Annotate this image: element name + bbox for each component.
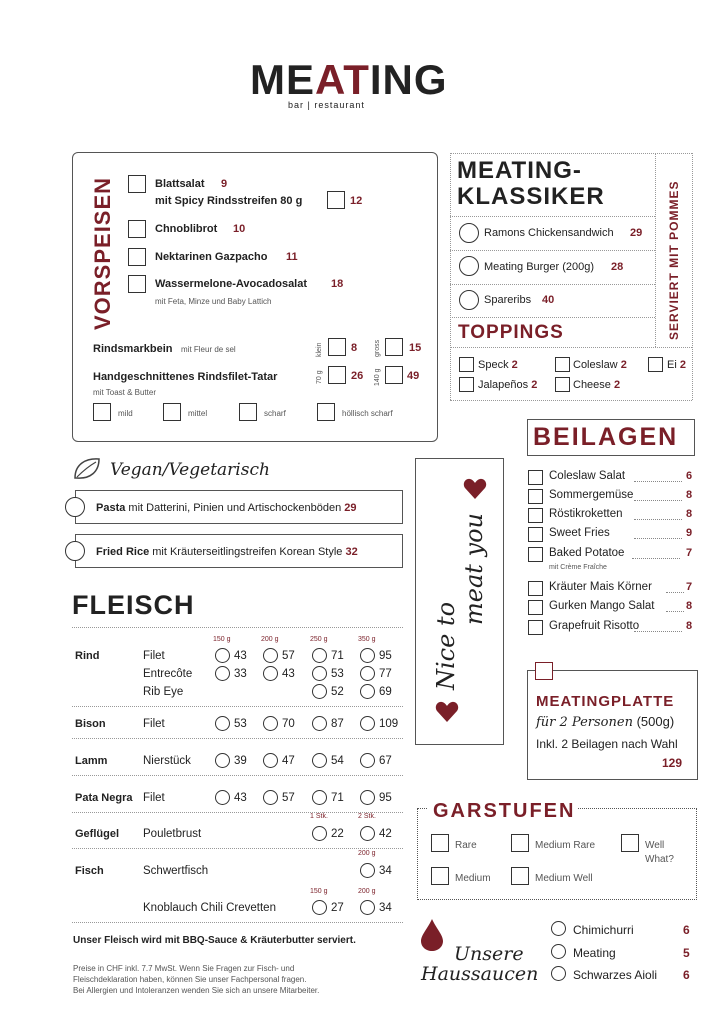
size-label: 1 Stk.	[310, 813, 328, 820]
checkbox[interactable]	[128, 175, 146, 193]
fleisch-footer: Unser Fleisch wird mit BBQ-Sauce & Kräuterbutter serviert.	[73, 935, 356, 946]
item-name: Meating Burger (200g)	[484, 261, 595, 273]
beilage-name: Kräuter Mais Körner	[549, 581, 652, 593]
vorspeisen-title: VORSPEISEN	[90, 176, 115, 330]
saucen-title-1: Unsere	[454, 943, 524, 965]
meat-price: 42	[379, 828, 392, 840]
spice-mittel-checkbox[interactable]	[163, 403, 181, 421]
logo: MEATING	[250, 56, 448, 103]
topping: Ei 2	[667, 359, 686, 371]
garstufe-label: Rare	[455, 840, 477, 851]
radio[interactable]	[312, 900, 327, 915]
radio[interactable]	[360, 666, 375, 681]
nice-line-2: meat you	[460, 512, 488, 625]
meat-cut: Filet	[143, 792, 165, 804]
topping: Coleslaw 2	[573, 359, 627, 371]
meat-cut: Filet	[143, 650, 165, 662]
leader-dots	[634, 481, 682, 482]
beilage-name: Gurken Mango Salat	[549, 600, 655, 612]
meat-price: 87	[331, 718, 344, 730]
checkbox[interactable]	[528, 600, 543, 615]
garstufen-title: GARSTUFEN	[433, 800, 576, 822]
meat-name: Rind	[75, 650, 100, 662]
spice-label: mild	[118, 409, 133, 418]
spice-scharf-checkbox[interactable]	[239, 403, 257, 421]
checkbox[interactable]	[459, 377, 474, 392]
beilage-name: Röstikroketten	[549, 508, 623, 520]
spice-label: mittel	[188, 409, 208, 418]
meat-price: 69	[379, 686, 392, 698]
meat-name: Geflügel	[75, 828, 120, 840]
checkbox[interactable]	[528, 508, 543, 523]
meat-cut: Entrecôte	[143, 668, 193, 680]
divider	[450, 216, 655, 217]
divider	[72, 706, 403, 707]
checkbox[interactable]	[431, 867, 449, 885]
sauce-price: 6	[683, 968, 690, 982]
radio[interactable]	[65, 497, 85, 517]
meat-price: 109	[379, 718, 399, 730]
item-note: mit Toast & Butter	[93, 388, 156, 397]
size-label: 200 g	[261, 636, 279, 643]
size-label: klein	[316, 342, 323, 357]
klassiker-side-label: SERVIERT MIT POMMES	[667, 180, 681, 340]
meat-price: 70	[282, 718, 295, 730]
divider	[72, 738, 403, 739]
checkbox[interactable]	[385, 366, 403, 384]
meat-price: 95	[379, 792, 392, 804]
checkbox[interactable]	[128, 275, 146, 293]
beilage-price: 7	[686, 581, 693, 593]
checkbox[interactable]	[528, 489, 543, 504]
drop-icon	[420, 918, 444, 957]
topping: Jalapeños 2	[478, 379, 538, 391]
checkbox[interactable]	[535, 662, 553, 680]
item-name: Chnoblibrot	[155, 223, 218, 235]
heart-icon	[463, 478, 487, 505]
radio[interactable]	[312, 666, 327, 681]
meat-price: 67	[379, 755, 392, 767]
item-price: 9	[221, 178, 228, 190]
beilage-name: Grapefruit Risotto	[549, 620, 640, 632]
item-price: 40	[542, 294, 555, 306]
divider	[450, 317, 655, 318]
checkbox[interactable]	[555, 377, 570, 392]
item-name: Blattsalat	[155, 178, 205, 190]
leaf-icon	[72, 456, 102, 487]
radio[interactable]	[360, 900, 375, 915]
radio[interactable]	[65, 541, 85, 561]
divider	[72, 775, 403, 776]
garstufe-label: What?	[645, 854, 674, 865]
radio[interactable]	[215, 648, 230, 663]
checkbox[interactable]	[511, 834, 529, 852]
item-note: mit Fleur de sel	[181, 345, 236, 354]
checkbox[interactable]	[528, 581, 543, 596]
meat-price: 57	[282, 792, 295, 804]
divider	[450, 347, 692, 348]
checkbox[interactable]	[528, 547, 543, 562]
meat-name: Bison	[75, 718, 106, 730]
fine-print: Preise in CHF inkl. 7.7 MwSt. Wenn Sie Fragen zur Fisch- und	[73, 964, 295, 973]
size-label: 350 g	[358, 636, 376, 643]
checkbox[interactable]	[128, 220, 146, 238]
radio[interactable]	[360, 753, 375, 768]
meat-cut: Schwertfisch	[143, 865, 209, 877]
radio[interactable]	[312, 826, 327, 841]
radio[interactable]	[215, 666, 230, 681]
beilage-price: 8	[686, 600, 693, 612]
beilage-name: Sommergemüse	[549, 489, 634, 501]
radio[interactable]	[312, 790, 327, 805]
radio[interactable]	[263, 790, 278, 805]
fleisch-title: FLEISCH	[72, 590, 195, 620]
size-label: 200 g	[358, 850, 376, 857]
meat-price: 22	[331, 828, 344, 840]
divider	[655, 153, 656, 347]
spice-mild-checkbox[interactable]	[93, 403, 111, 421]
item-name: mit Spicy Rindsstreifen 80 g	[155, 195, 303, 207]
item-price: 10	[233, 223, 246, 235]
meat-price: 27	[331, 902, 344, 914]
size-label: gross	[374, 339, 381, 357]
logo-subtitle: bar | restaurant	[288, 100, 365, 110]
meat-cut: Rib Eye	[143, 686, 184, 698]
fine-print: Fleischdeklaration haben, können Sie unser Fachpersonal fragen.	[73, 975, 307, 984]
leader-dots	[634, 631, 682, 632]
meat-price: 53	[234, 718, 247, 730]
meat-price: 39	[234, 755, 247, 767]
garstufe-label: Medium	[455, 873, 491, 884]
meat-price: 77	[379, 668, 392, 680]
leader-dots	[634, 538, 682, 539]
meat-price: 95	[379, 650, 392, 662]
radio[interactable]	[263, 666, 278, 681]
meat-price: 57	[282, 650, 295, 662]
beilage-price: 6	[686, 470, 693, 482]
item-note: mit Feta, Minze und Baby Lattich	[155, 297, 272, 306]
beilage-price: 8	[686, 508, 693, 520]
beilage-price: 9	[686, 527, 693, 539]
leader-dots	[634, 500, 682, 501]
checkbox[interactable]	[385, 338, 403, 356]
divider	[72, 627, 403, 628]
meat-cut: Knoblauch Chili Crevetten	[143, 902, 276, 914]
item-price: 15	[409, 342, 422, 354]
platte-price: 129	[662, 756, 683, 770]
vegan-title: Vegan/Vegetarisch	[110, 460, 270, 480]
item-name: Rindsmarkbein	[93, 343, 173, 355]
leader-dots	[666, 592, 684, 593]
spice-label: scharf	[264, 409, 286, 418]
beilage-name: Baked Potatoe	[549, 547, 625, 559]
radio[interactable]	[215, 790, 230, 805]
divider	[450, 153, 451, 400]
divider	[692, 153, 693, 400]
item-name: Spareribs	[484, 294, 532, 306]
saucen-title-2: Haussaucen	[421, 963, 539, 985]
topping: Speck 2	[478, 359, 518, 371]
leader-dots	[632, 558, 680, 559]
item-name: Wassermelone-Avocadosalat	[155, 278, 308, 290]
sauce-price: 6	[683, 923, 690, 937]
spice-label: höllisch scharf	[342, 409, 393, 418]
platte-incl: Inkl. 2 Beilagen nach Wahl	[536, 737, 678, 751]
meat-price: 52	[331, 686, 344, 698]
garstufe-label: Medium Well	[535, 873, 593, 884]
radio[interactable]	[360, 826, 375, 841]
beilage-price: 7	[686, 547, 693, 559]
beilage-price: 8	[686, 620, 693, 632]
radio[interactable]	[312, 648, 327, 663]
size-label: 150 g	[213, 636, 231, 643]
meat-price: 34	[379, 902, 392, 914]
radio[interactable]	[360, 648, 375, 663]
meat-price: 54	[331, 755, 344, 767]
radio[interactable]	[312, 753, 327, 768]
sauce-name: Meating	[573, 946, 616, 960]
vegan-item-text: Pasta mit Datterini, Pinien und Artischockenböden 29	[96, 502, 357, 514]
platte-sub: für 2 Personen (500g)	[536, 714, 675, 730]
radio[interactable]	[312, 716, 327, 731]
spice-hoellisch-checkbox[interactable]	[317, 403, 335, 421]
checkbox[interactable]	[459, 357, 474, 372]
radio[interactable]	[360, 863, 375, 878]
radio[interactable]	[215, 753, 230, 768]
divider	[72, 922, 403, 923]
meat-price: 34	[379, 865, 392, 877]
checkbox[interactable]	[528, 527, 543, 542]
meat-name: Fisch	[75, 865, 104, 877]
size-label: 200 g	[358, 888, 376, 895]
checkbox[interactable]	[528, 620, 543, 635]
radio[interactable]	[360, 684, 375, 699]
meat-price: 71	[331, 650, 344, 662]
beilage-note: mit Crème Fraîche	[549, 564, 607, 571]
item-name: Handgeschnittenes Rindsfilet-Tatar	[93, 371, 278, 383]
radio[interactable]	[215, 716, 230, 731]
item-name: Nektarinen Gazpacho	[155, 251, 268, 263]
checkbox[interactable]	[128, 248, 146, 266]
divider	[450, 284, 655, 285]
meat-price: 47	[282, 755, 295, 767]
radio[interactable]	[360, 716, 375, 731]
radio[interactable]	[263, 648, 278, 663]
beilagen-title: BEILAGEN	[533, 423, 679, 451]
heart-icon	[435, 701, 459, 728]
checkbox[interactable]	[528, 470, 543, 485]
radio[interactable]	[459, 223, 479, 243]
radio[interactable]	[551, 921, 566, 936]
beilage-price: 8	[686, 489, 693, 501]
radio[interactable]	[263, 716, 278, 731]
meat-cut: Filet	[143, 718, 165, 730]
vegan-item-text: Fried Rice mit Kräuterseitlingstreifen Korean Style 32	[96, 546, 358, 558]
meat-cut: Nierstück	[143, 755, 191, 767]
meat-name: Lamm	[75, 755, 108, 767]
item-price: 29	[630, 227, 643, 239]
radio[interactable]	[551, 944, 566, 959]
nice-line-1: Nice to	[432, 601, 460, 690]
meat-price: 71	[331, 792, 344, 804]
garstufe-label: Well	[645, 840, 665, 851]
fine-print: Bei Allergien und Intoleranzen wenden Sie sich an unsere Mitarbeiter.	[73, 986, 320, 995]
leader-dots	[634, 519, 682, 520]
radio[interactable]	[459, 290, 479, 310]
meat-price: 53	[331, 668, 344, 680]
checkbox[interactable]	[327, 191, 345, 209]
meat-cut: Pouletbrust	[143, 828, 202, 840]
sauce-name: Schwarzes Aioli	[573, 968, 658, 982]
size-label: 140 g	[374, 368, 381, 386]
item-price: 8	[351, 342, 358, 354]
item-name: Ramons Chickensandwich	[484, 227, 614, 239]
item-price: 12	[350, 195, 363, 207]
meat-price: 43	[234, 792, 247, 804]
item-price: 49	[407, 370, 420, 382]
beilage-name: Sweet Fries	[549, 527, 610, 539]
toppings-title: TOPPINGS	[458, 322, 564, 343]
checkbox[interactable]	[648, 357, 663, 372]
checkbox[interactable]	[328, 366, 346, 384]
radio[interactable]	[459, 256, 479, 276]
radio[interactable]	[551, 966, 566, 981]
platte-title: MEATINGPLATTE	[536, 693, 675, 710]
meat-price: 43	[282, 668, 295, 680]
checkbox[interactable]	[555, 357, 570, 372]
size-label: 250 g	[310, 636, 328, 643]
checkbox[interactable]	[431, 834, 449, 852]
garstufe-label: Medium Rare	[535, 840, 596, 851]
size-label: 70 g	[316, 370, 323, 384]
meat-price: 33	[234, 668, 247, 680]
divider	[72, 848, 403, 849]
meat-price: 43	[234, 650, 247, 662]
topping: Cheese 2	[573, 379, 621, 391]
sauce-price: 5	[683, 946, 690, 960]
radio[interactable]	[360, 790, 375, 805]
checkbox[interactable]	[328, 338, 346, 356]
radio[interactable]	[312, 684, 327, 699]
checkbox[interactable]	[621, 834, 639, 852]
sauce-name: Chimichurri	[573, 923, 634, 937]
leader-dots	[666, 611, 684, 612]
beilage-name: Coleslaw Salat	[549, 470, 626, 482]
divider	[72, 812, 403, 813]
size-label: 150 g	[310, 888, 328, 895]
klassiker-title-1: MEATING-	[457, 157, 582, 184]
divider	[450, 250, 655, 251]
radio[interactable]	[263, 753, 278, 768]
item-price: 26	[351, 370, 364, 382]
size-label: 2 Stk.	[358, 813, 376, 820]
meat-name: Pata Negra	[75, 792, 133, 804]
klassiker-title-2: KLASSIKER	[457, 183, 605, 210]
item-price: 11	[286, 251, 298, 263]
item-price: 28	[611, 261, 624, 273]
divider	[450, 400, 692, 401]
checkbox[interactable]	[511, 867, 529, 885]
item-price: 18	[331, 278, 344, 290]
logo-accent: AT	[315, 56, 370, 103]
